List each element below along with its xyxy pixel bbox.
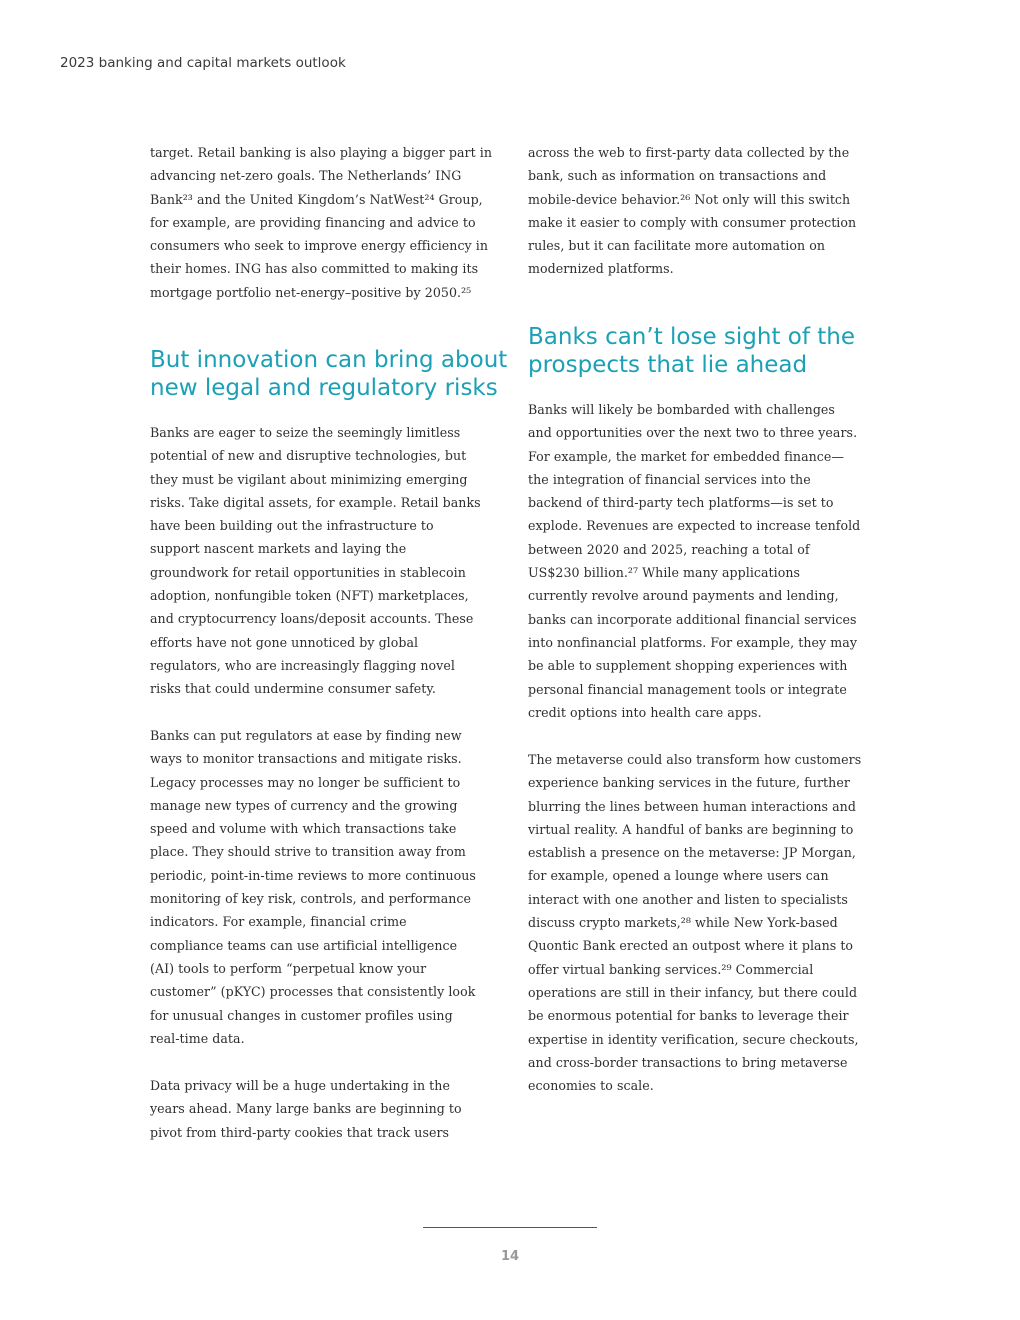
text-line: But innovation can bring about	[150, 347, 508, 373]
text-line: prospects that lie ahead	[528, 352, 808, 378]
text-line: and opportunities over the next two to three years.	[528, 425, 858, 441]
left-section-heading	[150, 346, 510, 402]
text-line: operations are still in their infancy, but there could	[528, 984, 858, 1000]
text-line: for example, opened a lounge where users can	[528, 868, 829, 884]
text-line: Banks will likely be bombarded with challenges	[528, 402, 835, 417]
text-line: manage new types of currency and the growing	[150, 797, 458, 813]
text-line: make it easier to comply with consumer protection	[528, 214, 857, 230]
text-line: Legacy processes may no longer be sufficient to	[150, 774, 461, 790]
text-line: ways to monitor transactions and mitigate risks.	[150, 751, 462, 767]
text-line: personal financial management tools or integrate	[528, 681, 847, 697]
text-line: be able to supplement shopping experiences with	[528, 658, 848, 674]
text-line: between 2020 and 2025, reaching a total of	[528, 541, 810, 557]
right-paragraph-2	[528, 398, 888, 724]
text-line: years ahead. Many large banks are beginning to	[150, 1101, 462, 1117]
text-line: real-time data.	[150, 1030, 245, 1046]
text-line: discuss crypto markets,²⁸ while New York-based	[528, 915, 838, 931]
text-line: (AI) tools to perform “perpetual know your	[150, 960, 427, 976]
text-line: economies to scale.	[528, 1078, 654, 1094]
text-line: target. Retail banking is also playing a bigger part in	[150, 145, 492, 160]
text-line: mobile-device behavior.²⁶ Not only will this switch	[528, 191, 851, 207]
text-line: support nascent markets and laying the	[150, 541, 407, 557]
text-line: across the web to first-party data collected by the	[528, 145, 850, 160]
text-line: experience banking services in the future, further	[528, 775, 850, 791]
text-line: The metaverse could also transform how customers	[528, 752, 862, 767]
text-line: risks. Take digital assets, for example. Retail banks	[150, 494, 481, 510]
text-line: efforts have not gone unnoticed by global	[150, 634, 419, 650]
text-line: for unusual changes in customer profiles using	[150, 1007, 453, 1023]
text-line: compliance teams can use artificial intelligence	[150, 937, 458, 953]
text-line: Bank²³ and the United Kingdom’s NatWest²⁴ Group,	[150, 191, 483, 207]
text-line: mortgage portfolio net-energy–positive by 2050.²⁵	[150, 284, 472, 300]
text-line: customer” (pKYC) processes that consistently look	[150, 984, 476, 1000]
text-line: expertise in identity verification, secure checkouts,	[528, 1031, 859, 1047]
right-section-heading	[528, 323, 888, 379]
text-line: and cryptocurrency loans/deposit accounts. These	[150, 611, 474, 627]
text-line: groundwork for retail opportunities in stablecoin	[150, 564, 466, 580]
text-line: Banks are eager to seize the seemingly limitless	[150, 425, 461, 440]
text-line: have been building out the infrastructure to	[150, 518, 434, 534]
text-line: indicators. For example, financial crime	[150, 914, 407, 930]
text-line: currently revolve around payments and lending,	[528, 588, 839, 604]
running-header: 2023 banking and capital markets outlook	[60, 55, 346, 71]
text-line: consumers who seek to improve energy efficiency in	[150, 238, 489, 254]
text-line: risks that could undermine consumer safety.	[150, 681, 436, 697]
page-number: 14	[500, 1249, 520, 1264]
text-line: speed and volume with which transactions take	[150, 821, 457, 837]
text-line: credit options into health care apps.	[528, 704, 762, 720]
text-line: they must be vigilant about minimizing emerging	[150, 471, 468, 487]
text-line: rules, but it can facilitate more automation on	[528, 238, 826, 254]
text-line: monitoring of key risk, controls, and performance	[150, 891, 472, 907]
text-line: for example, are providing financing and advice to	[150, 214, 476, 230]
text-line: adoption, nonfungible token (NFT) marketplaces,	[150, 588, 469, 604]
text-line: banks can incorporate additional financial services	[528, 611, 857, 627]
text-line: virtual reality. A handful of banks are beginning to	[528, 821, 854, 837]
text-line: bank, such as information on transactions and	[528, 168, 827, 184]
text-line: blurring the lines between human interactions and	[528, 798, 856, 814]
text-line: their homes. ING has also committed to making its	[150, 261, 479, 277]
text-line: regulators, who are increasingly flagging novel	[150, 657, 455, 673]
right-paragraph-1	[528, 141, 888, 281]
right-paragraph-3	[528, 748, 888, 1097]
text-line: Data privacy will be a huge undertaking in the	[150, 1078, 450, 1093]
left-paragraph-3	[150, 724, 510, 1050]
left-paragraph-2	[150, 421, 510, 701]
text-line: establish a presence on the metaverse: JP Morgan,	[528, 845, 856, 861]
text-line: the integration of financial services into the	[528, 471, 811, 487]
left-paragraph-1	[150, 141, 510, 304]
text-line: advancing net-zero goals. The Netherlands’ ING	[150, 168, 462, 184]
text-line: and cross-border transactions to bring metaverse	[528, 1054, 848, 1070]
text-line: Banks can’t lose sight of the	[528, 324, 856, 350]
text-line: offer virtual banking services.²⁹ Commercial	[528, 961, 814, 977]
text-line: explode. Revenues are expected to increase tenfold	[528, 518, 861, 534]
text-line: Banks can put regulators at ease by finding new	[150, 728, 462, 743]
text-line: periodic, point-in-time reviews to more continuous	[150, 867, 476, 883]
text-line: be enormous potential for banks to leverage their	[528, 1008, 849, 1024]
text-line: place. They should strive to transition away from	[150, 844, 466, 860]
text-line: new legal and regulatory risks	[150, 375, 498, 401]
text-line: potential of new and disruptive technologies, but	[150, 448, 467, 464]
text-line: Quontic Bank erected an outpost where it plans to	[528, 938, 854, 954]
text-line: modernized platforms.	[528, 261, 674, 277]
text-line: interact with one another and listen to specialists	[528, 891, 848, 907]
text-line: US$230 billion.²⁷ While many applications	[528, 565, 801, 581]
text-line: into nonfinancial platforms. For example, they may	[528, 634, 857, 650]
text-line: For example, the market for embedded finance—	[528, 448, 845, 464]
text-line: pivot from third-party cookies that track users	[150, 1124, 450, 1140]
footer-divider	[423, 1227, 597, 1228]
left-paragraph-4	[150, 1074, 510, 1144]
text-line: backend of third-party tech platforms—is set to	[528, 495, 834, 511]
